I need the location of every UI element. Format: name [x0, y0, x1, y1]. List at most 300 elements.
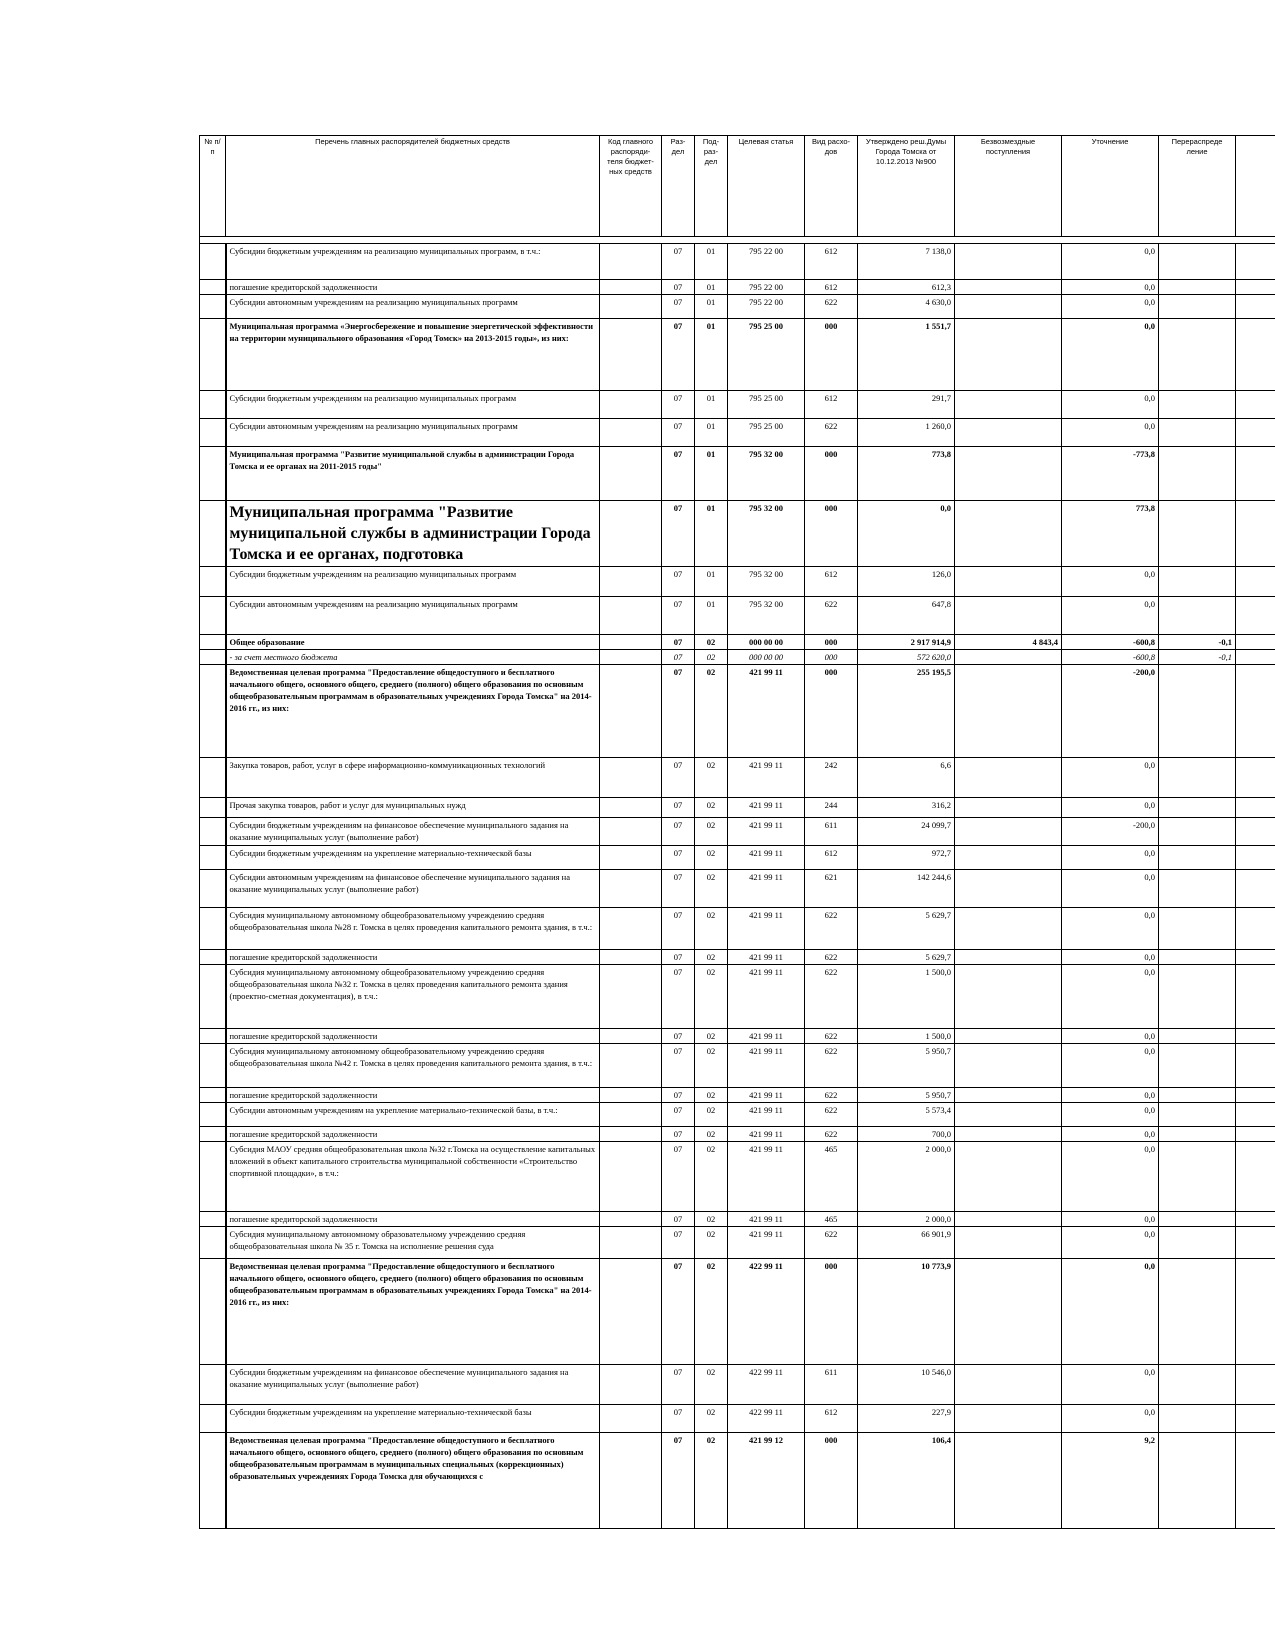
- cell-approved: 1 500,0: [858, 965, 955, 1029]
- table-row: [200, 650, 1275, 665]
- cell-extra: [1236, 1088, 1275, 1103]
- cell-num: [200, 447, 226, 501]
- cell-clarify: 0,0: [1062, 908, 1159, 950]
- cell-code: [600, 870, 662, 908]
- cell-vid: 000: [805, 665, 858, 758]
- cell-approved: 2 000,0: [858, 1212, 955, 1227]
- cell-extra: [1236, 419, 1275, 447]
- cell-num: [200, 295, 226, 319]
- cell-razdel: 07: [662, 650, 695, 665]
- cell-free: [955, 846, 1062, 870]
- cell-podrazdel: 02: [695, 798, 728, 818]
- cell-target: 421 99 11: [728, 870, 805, 908]
- cell-target: 421 99 11: [728, 1103, 805, 1127]
- cell-name: Субсидии автономным учреждениям на реализацию муниципальных программ: [226, 295, 600, 319]
- cell-num: [200, 280, 226, 295]
- cell-vid: 621: [805, 870, 858, 908]
- cell-target: 795 32 00: [728, 567, 805, 597]
- cell-approved: 4 630,0: [858, 295, 955, 319]
- cell-target: 422 99 11: [728, 1405, 805, 1433]
- cell-razdel: 07: [662, 567, 695, 597]
- cell-podrazdel: 01: [695, 391, 728, 419]
- table-row: [200, 447, 1275, 501]
- table-row: [200, 1103, 1275, 1127]
- cell-approved: 126,0: [858, 567, 955, 597]
- header-redistribute: Перераспреде ление: [1159, 136, 1236, 237]
- cell-num: [200, 1433, 226, 1529]
- cell-approved: 5 950,7: [858, 1088, 955, 1103]
- table-row: [200, 295, 1275, 319]
- cell-vid: 611: [805, 1365, 858, 1405]
- cell-target: 795 32 00: [728, 597, 805, 635]
- cell-clarify: -600,8: [1062, 650, 1159, 665]
- cell-name: Общее образование: [226, 635, 600, 650]
- cell-extra: [1236, 391, 1275, 419]
- cell-num: [200, 665, 226, 758]
- cell-redistribute: [1159, 1142, 1236, 1212]
- cell-extra: [1236, 1212, 1275, 1227]
- cell-code: [600, 391, 662, 419]
- cell-clarify: 0,0: [1062, 1103, 1159, 1127]
- table-row: [200, 870, 1275, 908]
- cell-code: [600, 650, 662, 665]
- cell-podrazdel: 02: [695, 965, 728, 1029]
- cell-podrazdel: 02: [695, 665, 728, 758]
- cell-extra: [1236, 1433, 1275, 1529]
- cell-razdel: 07: [662, 501, 695, 567]
- cell-target: 421 99 11: [728, 798, 805, 818]
- cell-num: [200, 391, 226, 419]
- cell-razdel: 07: [662, 1127, 695, 1142]
- cell-vid: 622: [805, 1044, 858, 1088]
- table-row: [200, 1405, 1275, 1433]
- cell-target: 000 00 00: [728, 650, 805, 665]
- cell-code: [600, 1142, 662, 1212]
- cell-razdel: 07: [662, 665, 695, 758]
- cell-num: [200, 1029, 226, 1044]
- table-row: [200, 501, 1275, 567]
- cell-free: [955, 447, 1062, 501]
- cell-podrazdel: 02: [695, 1259, 728, 1365]
- cell-code: [600, 1088, 662, 1103]
- cell-free: [955, 665, 1062, 758]
- cell-code: [600, 846, 662, 870]
- cell-podrazdel: 02: [695, 1365, 728, 1405]
- cell-podrazdel: 02: [695, 1227, 728, 1259]
- cell-target: 421 99 11: [728, 818, 805, 846]
- cell-approved: 1 260,0: [858, 419, 955, 447]
- cell-redistribute: [1159, 597, 1236, 635]
- cell-razdel: 07: [662, 597, 695, 635]
- cell-razdel: 07: [662, 1142, 695, 1212]
- cell-vid: 622: [805, 1029, 858, 1044]
- table-row: [200, 635, 1275, 650]
- cell-extra: [1236, 1405, 1275, 1433]
- cell-podrazdel: 02: [695, 1405, 728, 1433]
- cell-target: 421 99 11: [728, 965, 805, 1029]
- cell-name: Субсидии бюджетным учреждениям на финансовое обеспечение муниципального задания на оказание муниципальных услуг (выполнение работ): [226, 1365, 600, 1405]
- cell-vid: 622: [805, 1088, 858, 1103]
- cell-razdel: 07: [662, 1259, 695, 1365]
- table-row: [200, 1088, 1275, 1103]
- cell-num: [200, 1212, 226, 1227]
- cell-free: [955, 567, 1062, 597]
- cell-target: 422 99 11: [728, 1365, 805, 1405]
- table-row: [200, 818, 1275, 846]
- cell-code: [600, 447, 662, 501]
- cell-vid: 612: [805, 391, 858, 419]
- cell-redistribute: [1159, 1365, 1236, 1405]
- cell-clarify: -200,0: [1062, 818, 1159, 846]
- cell-extra: [1236, 818, 1275, 846]
- cell-podrazdel: 02: [695, 1142, 728, 1212]
- budget-table-sheet: [199, 135, 1275, 1529]
- cell-extra: [1236, 1029, 1275, 1044]
- cell-razdel: 07: [662, 1405, 695, 1433]
- cell-num: [200, 1127, 226, 1142]
- cell-redistribute: [1159, 419, 1236, 447]
- cell-approved: 5 573,4: [858, 1103, 955, 1127]
- cell-extra: [1236, 1103, 1275, 1127]
- cell-redistribute: [1159, 1433, 1236, 1529]
- cell-podrazdel: 01: [695, 280, 728, 295]
- cell-razdel: 07: [662, 419, 695, 447]
- cell-razdel: 07: [662, 846, 695, 870]
- cell-num: [200, 1142, 226, 1212]
- header-gap: [200, 237, 1275, 244]
- table-row: [200, 280, 1275, 295]
- cell-vid: 612: [805, 846, 858, 870]
- cell-vid: 622: [805, 1127, 858, 1142]
- cell-free: [955, 280, 1062, 295]
- cell-approved: 1 551,7: [858, 319, 955, 391]
- cell-name: Субсидия муниципальному автономному общеобразовательному учреждению средняя общеобразовательная школа №28 г. Томска в целях проведения капитального ремонта здания, в т.ч.:: [226, 908, 600, 950]
- cell-vid: 622: [805, 597, 858, 635]
- cell-free: [955, 965, 1062, 1029]
- table-row: [200, 1212, 1275, 1227]
- cell-clarify: 0,0: [1062, 280, 1159, 295]
- cell-num: [200, 650, 226, 665]
- cell-vid: 622: [805, 1227, 858, 1259]
- cell-free: [955, 758, 1062, 798]
- cell-extra: [1236, 1259, 1275, 1365]
- cell-code: [600, 1405, 662, 1433]
- cell-code: [600, 244, 662, 280]
- cell-redistribute: [1159, 295, 1236, 319]
- cell-extra: [1236, 597, 1275, 635]
- cell-name: погашение кредиторской задолженности: [226, 1212, 600, 1227]
- cell-code: [600, 1365, 662, 1405]
- cell-name: Субсидия МАОУ средняя общеобразовательная школа №32 г.Томска на осуществление капитальных вложений в объект капитального строительства муниципальной собственности «Строительство спортивной площадки», в т.ч.:: [226, 1142, 600, 1212]
- cell-extra: [1236, 758, 1275, 798]
- cell-free: [955, 391, 1062, 419]
- cell-redistribute: [1159, 1227, 1236, 1259]
- cell-clarify: 0,0: [1062, 1227, 1159, 1259]
- cell-name: Субсидии бюджетным учреждениям на реализацию муниципальных программ: [226, 391, 600, 419]
- cell-name: Субсидии бюджетным учреждениям на реализацию муниципальных программ, в т.ч.:: [226, 244, 600, 280]
- cell-free: [955, 870, 1062, 908]
- table-row: [200, 319, 1275, 391]
- cell-podrazdel: 02: [695, 1433, 728, 1529]
- header-podrazdel: Под-раз-дел: [695, 136, 728, 237]
- cell-clarify: 0,0: [1062, 1127, 1159, 1142]
- cell-target: 421 99 11: [728, 1142, 805, 1212]
- cell-razdel: 07: [662, 295, 695, 319]
- cell-redistribute: [1159, 567, 1236, 597]
- cell-clarify: 0,0: [1062, 1029, 1159, 1044]
- cell-podrazdel: 02: [695, 1088, 728, 1103]
- cell-redistribute: [1159, 870, 1236, 908]
- cell-approved: 142 244,6: [858, 870, 955, 908]
- cell-name: - за счет местного бюджета: [226, 650, 600, 665]
- cell-target: 421 99 11: [728, 846, 805, 870]
- cell-free: [955, 908, 1062, 950]
- cell-code: [600, 758, 662, 798]
- cell-free: [955, 1029, 1062, 1044]
- cell-code: [600, 319, 662, 391]
- cell-num: [200, 758, 226, 798]
- cell-free: [955, 419, 1062, 447]
- cell-name: Муниципальная программа «Энергосбережение и повышение энергетической эффективности на территории муниципального образования «Город Томск» на 2013-2015 годы», из них:: [226, 319, 600, 391]
- table-row: [200, 950, 1275, 965]
- cell-razdel: 07: [662, 1212, 695, 1227]
- table-row: [200, 244, 1275, 280]
- cell-free: [955, 1088, 1062, 1103]
- cell-extra: [1236, 1365, 1275, 1405]
- cell-name: Ведомственная целевая программа "Предоставление общедоступного и бесплатного начального общего, основного общего, среднего (полного) общего образования по основным общеобразовательным программам в образовательных учреждениях Города Томска" на 2014-2016 гг., из них:: [226, 1259, 600, 1365]
- cell-clarify: 0,0: [1062, 1365, 1159, 1405]
- cell-redistribute: [1159, 908, 1236, 950]
- cell-code: [600, 1103, 662, 1127]
- cell-free: [955, 1405, 1062, 1433]
- cell-free: [955, 1142, 1062, 1212]
- cell-approved: 2 917 914,9: [858, 635, 955, 650]
- table-row: [200, 1433, 1275, 1529]
- cell-clarify: 9,2: [1062, 1433, 1159, 1529]
- cell-name: Субсидии бюджетным учреждениям на укрепление материально-технической базы: [226, 846, 600, 870]
- cell-num: [200, 798, 226, 818]
- cell-code: [600, 1433, 662, 1529]
- cell-target: 421 99 11: [728, 758, 805, 798]
- cell-razdel: 07: [662, 908, 695, 950]
- cell-approved: 647,8: [858, 597, 955, 635]
- cell-name: погашение кредиторской задолженности: [226, 1088, 600, 1103]
- cell-razdel: 07: [662, 870, 695, 908]
- cell-code: [600, 818, 662, 846]
- cell-clarify: 0,0: [1062, 758, 1159, 798]
- cell-num: [200, 244, 226, 280]
- cell-extra: [1236, 319, 1275, 391]
- cell-vid: 465: [805, 1212, 858, 1227]
- cell-extra: [1236, 635, 1275, 650]
- budget-table: [199, 135, 1275, 1529]
- cell-extra: [1236, 295, 1275, 319]
- cell-code: [600, 597, 662, 635]
- table-row: [200, 1259, 1275, 1365]
- cell-num: [200, 965, 226, 1029]
- cell-razdel: 07: [662, 319, 695, 391]
- table-row: [200, 1127, 1275, 1142]
- cell-clarify: 0,0: [1062, 419, 1159, 447]
- cell-podrazdel: 02: [695, 846, 728, 870]
- cell-num: [200, 567, 226, 597]
- cell-clarify: 0,0: [1062, 244, 1159, 280]
- table-row: [200, 758, 1275, 798]
- cell-code: [600, 965, 662, 1029]
- cell-clarify: 0,0: [1062, 1405, 1159, 1433]
- table-row: [200, 419, 1275, 447]
- cell-clarify: 0,0: [1062, 1212, 1159, 1227]
- cell-razdel: 07: [662, 1088, 695, 1103]
- cell-extra: [1236, 1142, 1275, 1212]
- cell-name: Субсидии бюджетным учреждениям на финансовое обеспечение муниципального задания на оказание муниципальных услуг (выполнение работ): [226, 818, 600, 846]
- cell-clarify: 0,0: [1062, 846, 1159, 870]
- cell-approved: 6,6: [858, 758, 955, 798]
- cell-extra: [1236, 650, 1275, 665]
- cell-code: [600, 1127, 662, 1142]
- cell-approved: 5 629,7: [858, 908, 955, 950]
- cell-extra: [1236, 501, 1275, 567]
- cell-approved: 0,0: [858, 501, 955, 567]
- cell-name: Ведомственная целевая программа "Предоставление общедоступного и бесплатного начального общего, основного общего, среднего (полного) общего образования по основным общеобразовательным программам в муниципальных специальных (коррекционных) образовательных учреждениях Города Томска для обучающихся с: [226, 1433, 600, 1529]
- cell-clarify: -600,8: [1062, 635, 1159, 650]
- cell-name: Субсидии автономным учреждениям на укрепление материально-технической базы, в т.ч.:: [226, 1103, 600, 1127]
- cell-redistribute: [1159, 1088, 1236, 1103]
- cell-clarify: 0,0: [1062, 1088, 1159, 1103]
- cell-razdel: 07: [662, 818, 695, 846]
- cell-vid: 000: [805, 1259, 858, 1365]
- cell-target: 421 99 11: [728, 908, 805, 950]
- cell-name: Ведомственная целевая программа "Предоставление общедоступного и бесплатного начального общего, основного общего, среднего (полного) общего образования по основным общеобразовательным программам в образовательных учреждениях Города Томска" на 2014-2016 гг., из них:: [226, 665, 600, 758]
- cell-target: 421 99 11: [728, 1044, 805, 1088]
- cell-target: 421 99 11: [728, 1212, 805, 1227]
- table-row: [200, 391, 1275, 419]
- cell-num: [200, 1103, 226, 1127]
- cell-clarify: -773,8: [1062, 447, 1159, 501]
- header-code: Код главного распоряди-теля бюджет-ных средств: [600, 136, 662, 237]
- cell-free: [955, 650, 1062, 665]
- table-body: [200, 244, 1275, 1529]
- cell-num: [200, 846, 226, 870]
- cell-approved: 2 000,0: [858, 1142, 955, 1212]
- cell-approved: 972,7: [858, 846, 955, 870]
- cell-target: 795 22 00: [728, 295, 805, 319]
- cell-extra: [1236, 280, 1275, 295]
- cell-razdel: 07: [662, 244, 695, 280]
- table-row: [200, 1227, 1275, 1259]
- cell-num: [200, 1259, 226, 1365]
- cell-redistribute: [1159, 1044, 1236, 1088]
- cell-podrazdel: 02: [695, 650, 728, 665]
- cell-num: [200, 1227, 226, 1259]
- cell-approved: 612,3: [858, 280, 955, 295]
- cell-approved: 291,7: [858, 391, 955, 419]
- cell-redistribute: [1159, 758, 1236, 798]
- cell-approved: 10 773,9: [858, 1259, 955, 1365]
- header-target: Целевая статья: [728, 136, 805, 237]
- cell-target: 795 25 00: [728, 419, 805, 447]
- cell-clarify: 0,0: [1062, 391, 1159, 419]
- cell-redistribute: [1159, 1127, 1236, 1142]
- cell-free: [955, 1227, 1062, 1259]
- table-row: [200, 846, 1275, 870]
- cell-name: погашение кредиторской задолженности: [226, 280, 600, 295]
- cell-num: [200, 818, 226, 846]
- cell-podrazdel: 02: [695, 1103, 728, 1127]
- cell-redistribute: -0,1: [1159, 650, 1236, 665]
- table-row: [200, 798, 1275, 818]
- cell-redistribute: [1159, 950, 1236, 965]
- cell-approved: 1 500,0: [858, 1029, 955, 1044]
- cell-code: [600, 419, 662, 447]
- cell-redistribute: [1159, 244, 1236, 280]
- cell-code: [600, 567, 662, 597]
- cell-vid: 612: [805, 244, 858, 280]
- cell-vid: 611: [805, 818, 858, 846]
- cell-vid: 612: [805, 280, 858, 295]
- cell-approved: 106,4: [858, 1433, 955, 1529]
- cell-name: погашение кредиторской задолженности: [226, 950, 600, 965]
- cell-razdel: 07: [662, 1227, 695, 1259]
- cell-redistribute: [1159, 1029, 1236, 1044]
- cell-name: Субсидия муниципальному автономному образовательному учреждению средняя общеобразовательная школа № 35 г. Томска на исполнение решения суда: [226, 1227, 600, 1259]
- cell-approved: 700,0: [858, 1127, 955, 1142]
- cell-num: [200, 1088, 226, 1103]
- cell-clarify: 0,0: [1062, 567, 1159, 597]
- cell-free: [955, 319, 1062, 391]
- cell-podrazdel: 01: [695, 295, 728, 319]
- cell-razdel: 07: [662, 635, 695, 650]
- cell-vid: 000: [805, 501, 858, 567]
- cell-vid: 622: [805, 950, 858, 965]
- cell-code: [600, 908, 662, 950]
- cell-clarify: 0,0: [1062, 965, 1159, 1029]
- cell-redistribute: [1159, 1259, 1236, 1365]
- cell-vid: 000: [805, 1433, 858, 1529]
- cell-redistribute: [1159, 1212, 1236, 1227]
- cell-num: [200, 419, 226, 447]
- cell-vid: 622: [805, 295, 858, 319]
- cell-vid: 242: [805, 758, 858, 798]
- cell-free: [955, 1433, 1062, 1529]
- cell-redistribute: [1159, 447, 1236, 501]
- cell-redistribute: [1159, 501, 1236, 567]
- cell-name: Субсидии автономным учреждениям на реализацию муниципальных программ: [226, 419, 600, 447]
- cell-code: [600, 1227, 662, 1259]
- cell-extra: [1236, 567, 1275, 597]
- header-clarify: Уточнение: [1062, 136, 1159, 237]
- cell-name: Субсидии автономным учреждениям на финансовое обеспечение муниципального задания на оказание муниципальных услуг (выполнение работ): [226, 870, 600, 908]
- cell-code: [600, 950, 662, 965]
- cell-code: [600, 635, 662, 650]
- cell-vid: 244: [805, 798, 858, 818]
- cell-vid: 000: [805, 650, 858, 665]
- cell-razdel: 07: [662, 758, 695, 798]
- cell-extra: [1236, 950, 1275, 965]
- cell-name: Субсидия муниципальному автономному общеобразовательному учреждению средняя общеобразовательная школа №42 г. Томска в целях проведения капитального ремонта здания, в т.ч.:: [226, 1044, 600, 1088]
- table-row: [200, 665, 1275, 758]
- cell-vid: 622: [805, 1103, 858, 1127]
- cell-clarify: 0,0: [1062, 295, 1159, 319]
- cell-clarify: 0,0: [1062, 950, 1159, 965]
- cell-vid: 000: [805, 447, 858, 501]
- header-razdel: Раз-дел: [662, 136, 695, 237]
- cell-razdel: 07: [662, 280, 695, 295]
- cell-extra: [1236, 965, 1275, 1029]
- cell-clarify: 0,0: [1062, 1259, 1159, 1365]
- table-row: [200, 965, 1275, 1029]
- cell-podrazdel: 02: [695, 1212, 728, 1227]
